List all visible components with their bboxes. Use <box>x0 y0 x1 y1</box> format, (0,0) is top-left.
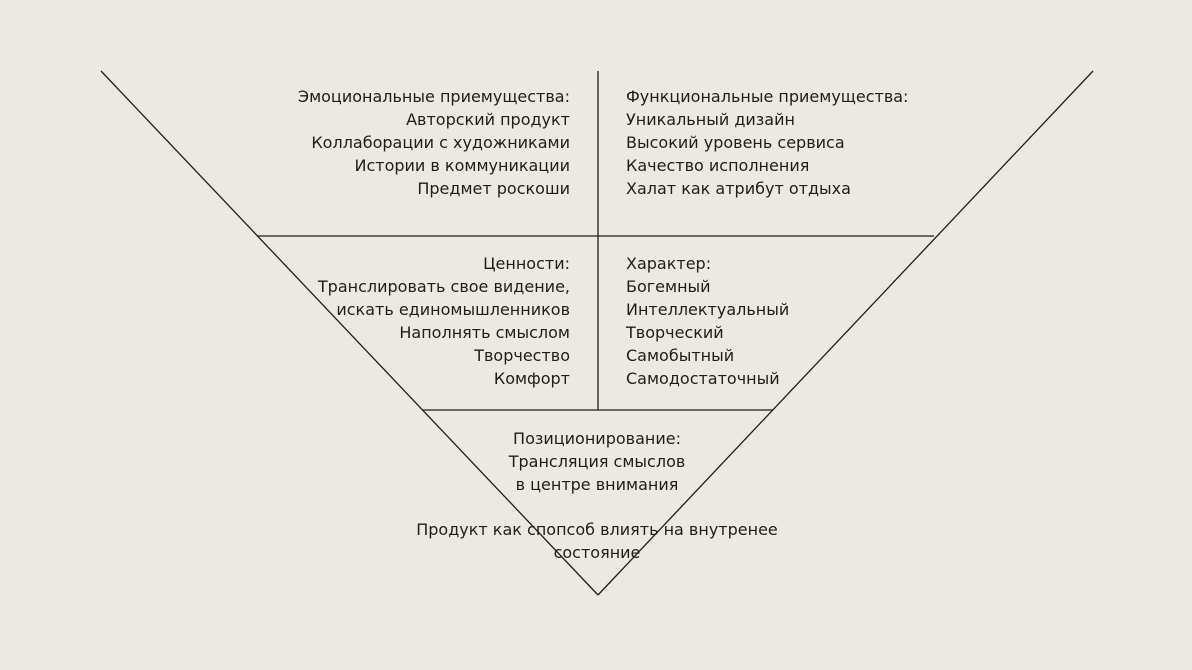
emotional-item: Авторский продукт <box>406 110 570 129</box>
emotional-title: Эмоциональные приемущества: <box>297 87 570 106</box>
character-item: Интеллектуальный <box>626 300 790 319</box>
emotional-item: Истории в коммуникации <box>354 156 570 175</box>
values-item: Транслировать свое видение, <box>317 277 570 296</box>
positioning-item: в центре внимания <box>515 475 679 494</box>
product-line: состояние <box>553 543 641 562</box>
values-item: искать единомышленников <box>336 300 570 319</box>
character-section <box>626 252 789 390</box>
emotional-benefits <box>298 85 570 200</box>
character-title: Характер: <box>626 254 712 273</box>
product-statement <box>347 518 847 564</box>
functional-title: Функциональные приемущества: <box>626 87 909 106</box>
values-item: Наполнять смыслом <box>399 323 570 342</box>
values-item: Комфорт <box>493 369 570 388</box>
functional-item: Уникальный дизайн <box>626 110 795 129</box>
positioning-section <box>397 427 797 496</box>
product-line: Продукт как спопсоб влиять на внутренее <box>416 520 778 539</box>
emotional-item: Предмет роскоши <box>417 179 570 198</box>
values-item: Творчество <box>474 346 570 365</box>
positioning-title: Позиционирование: <box>513 429 681 448</box>
values-section <box>318 252 570 390</box>
positioning-item: Трансляция смыслов <box>508 452 686 471</box>
character-item: Богемный <box>626 277 711 296</box>
functional-item: Высокий уровень сервиса <box>626 133 845 152</box>
functional-item: Халат как атрибут отдыха <box>626 179 851 198</box>
character-item: Творческий <box>626 323 724 342</box>
character-item: Самобытный <box>626 346 735 365</box>
character-item: Самодостаточный <box>626 369 780 388</box>
functional-benefits <box>626 85 908 200</box>
emotional-item: Коллаборации с художниками <box>311 133 570 152</box>
functional-item: Качество исполнения <box>626 156 810 175</box>
values-title: Ценности: <box>483 254 570 273</box>
